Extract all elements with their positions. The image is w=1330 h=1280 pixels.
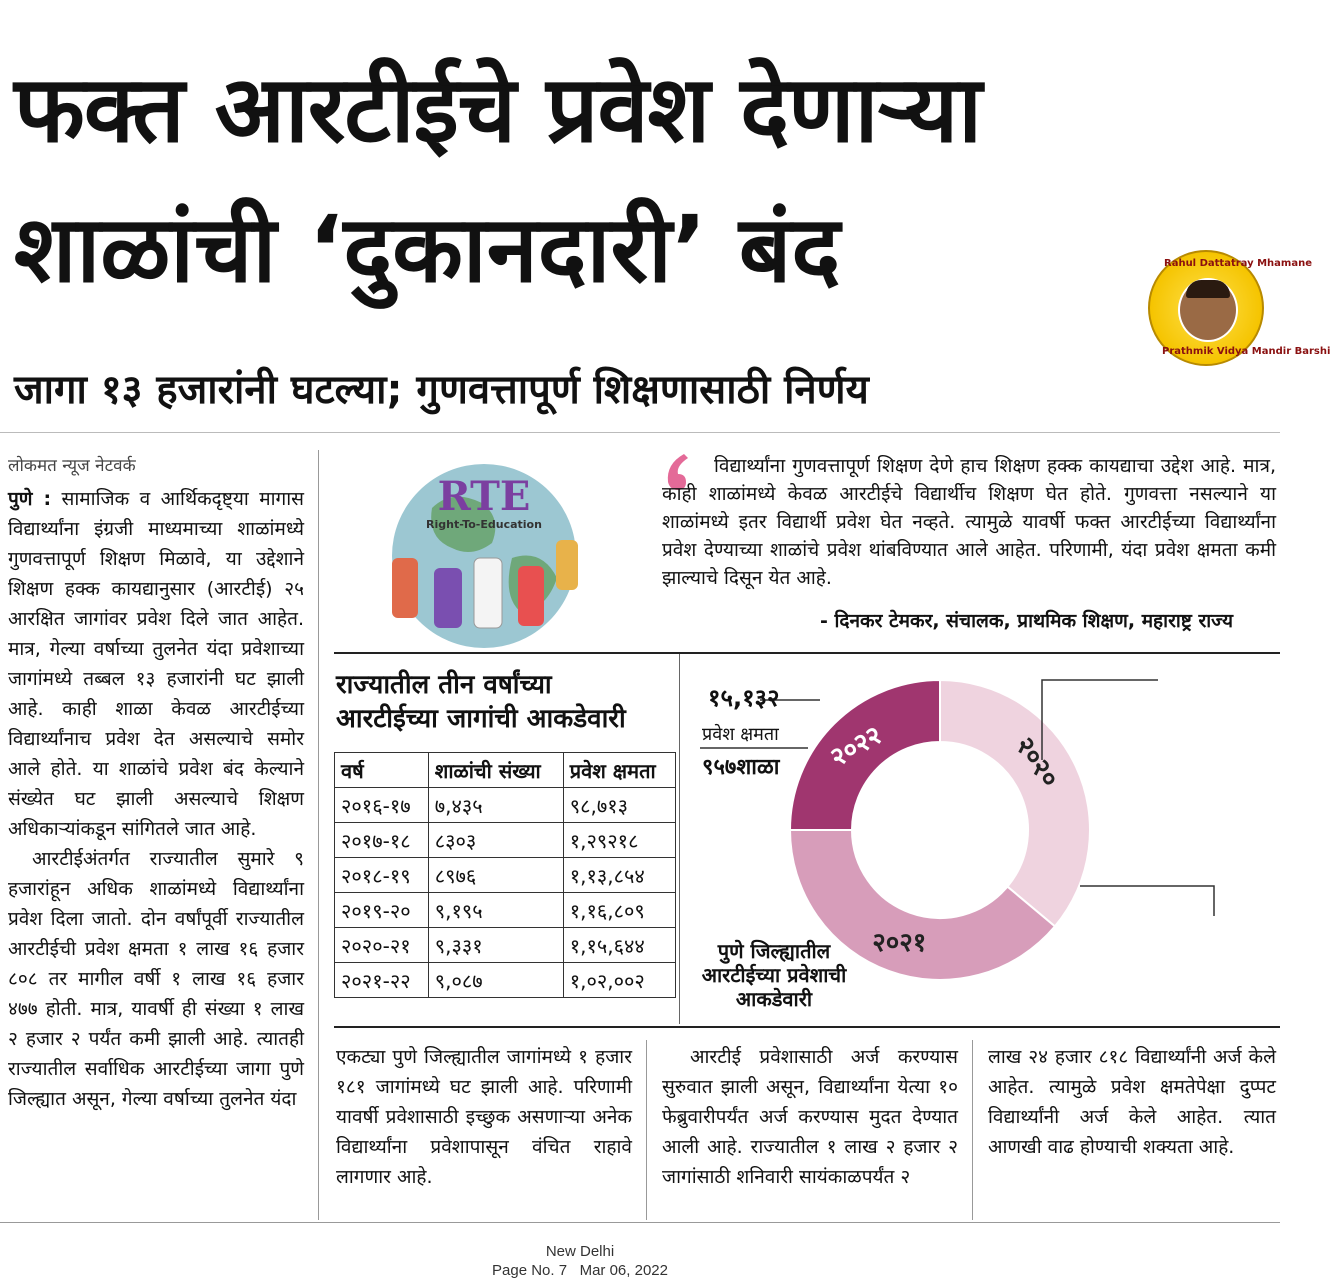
table-cell: ७,४३५ — [428, 788, 563, 823]
dateline: पुणे : — [8, 488, 52, 510]
rte-logo-title: RTE — [437, 473, 531, 520]
table-cell: ८३०३ — [428, 823, 563, 858]
child-figure-1 — [392, 558, 418, 618]
quote-text: विद्यार्थ्यांना गुणवत्तापूर्ण शिक्षण देणे हाच शिक्षण हक्क कायद्याचा उद्देश आहे. मात्र, काही शाळांमध्ये केवळ आरटीईचे विद्यार्थीच शिक्षण घेत होते. गुणवत्ता नसल्याने या शाळांमध्ये इतर विद्यार्थी प्रवेश घेत नव्हते. त्यामुळे यावर्षी फक्त आरटीईच्या विद्यार्थ्यांना प्रवेश देण्याच्या शाळांचे प्रवेश थांबविण्यात आले आहेत. परिणामी, यंदा प्रवेश क्षमता कमी झाल्याचे दिसून येत आहे. — [662, 455, 1276, 589]
top-divider — [0, 432, 1280, 433]
article-column-2: एकट्या पुणे जिल्ह्यातील जागांमध्ये १ हजार १८१ जागांमध्ये घट झाली आहे. परिणामी यावर्षी प्रवेशासाठी इच्छुक असणाऱ्या अनेक विद्यार्थ्यांना प्रवेशापासून वंचित राहावे लागणार आहे. — [336, 1046, 632, 1188]
table-cell: ९८,७१३ — [563, 788, 675, 823]
badge-name: Rahul Dattatray Mhamane — [1164, 258, 1312, 269]
table-header-year: वर्ष — [335, 753, 429, 788]
footer-city: New Delhi — [545, 1243, 615, 1260]
table-title-line2: आरटीईच्या जागांची आकडेवारी — [336, 704, 626, 734]
infobox-bottom-rule — [334, 1026, 1280, 1028]
rte-logo-illustration — [372, 448, 592, 658]
donut-caption-line3: आकडेवारी — [735, 987, 813, 1011]
table-row — [335, 963, 676, 998]
child-figure-4 — [518, 566, 544, 626]
donut-caption-line1: पुणे जिल्ह्यातील — [717, 939, 831, 963]
segment-label-2021: २०२१ — [872, 927, 927, 958]
column-divider — [646, 1040, 647, 1220]
segment-label-2020: २०२० — [1008, 731, 1065, 794]
callout-label: प्रवेश क्षमता — [702, 724, 779, 745]
child-figure-3 — [474, 558, 502, 628]
subheadline: जागा १३ हजारांनी घटल्या; गुणवत्तापूर्ण शिक्षणासाठी निर्णय — [14, 367, 869, 413]
child-figure-5 — [556, 540, 578, 590]
table-header-row — [335, 753, 676, 788]
quote-attribution: - दिनकर टेमकर, संचालक, प्राथमिक शिक्षण, महाराष्ट्र राज्य — [820, 610, 1234, 632]
footer-page: Page No. 7 — [492, 1262, 568, 1279]
table-row — [335, 893, 676, 928]
donut-segments — [790, 680, 1090, 980]
news-credit: लोकमत न्यूज नेटवर्क — [8, 456, 136, 476]
table-title — [336, 668, 626, 736]
author-badge — [1148, 250, 1330, 366]
table-row — [335, 858, 676, 893]
donut-caption-line2: आरटीईच्या प्रवेशाची — [701, 963, 847, 987]
infobox-top-rule — [334, 652, 1280, 654]
table-cell: २०१६-१७ — [335, 788, 429, 823]
table-title-line1: राज्यातील तीन वर्षांच्या — [336, 670, 552, 700]
table-cell: १,०२,००२ — [563, 963, 675, 998]
callout-leader-2021 — [1080, 886, 1214, 916]
column-divider — [972, 1040, 973, 1220]
child-figure-2 — [434, 568, 462, 628]
footer-page-info — [440, 1262, 720, 1279]
article-column-1 — [8, 484, 304, 1114]
callout-schools: ९५७शाळा — [702, 755, 780, 780]
table-row — [335, 928, 676, 963]
headline-line2: शाळांची ‘दुकानदारी’ बंद — [14, 196, 841, 303]
table-cell: ९,०८७ — [428, 963, 563, 998]
col1-para1: सामाजिक व आर्थिकदृष्ट्या मागास विद्यार्थ्यांना इंग्रजी माध्यमाच्या शाळांमध्ये गुणवत्तापूर्ण शिक्षण मिळावे, या उद्देशाने शिक्षण हक्क कायद्यानुसार (आरटीई) २५ आरक्षित जागांवर प्रवेश दिले जात आहेत. मात्र, गेल्या वर्षाच्या तुलनेत यंदा प्रवेशाच्या जागांमध्ये तब्बल १३ हजारांनी घट झाली आहे. काही शाळा केवळ आरटीईच्या विद्यार्थ्यांनाच प्रवेश देत असल्याचे समोर आले होते. या शाळांचे प्रवेश बंद केल्याने संख्येत घट झाली असल्याचे शिक्षण अधिकाऱ्यांकडून सांगितले जात आहे. — [8, 488, 304, 840]
badge-portrait — [1178, 278, 1238, 342]
table-row — [335, 823, 676, 858]
rte-logo-subtitle: Right-To-Education — [426, 518, 542, 531]
table-header-schools: शाळांची संख्या — [428, 753, 563, 788]
table-row — [335, 788, 676, 823]
callout-value: १५,१३२ — [708, 684, 780, 712]
bottom-divider — [0, 1222, 1280, 1223]
table-cell: २०१९-२० — [335, 893, 429, 928]
table-cell: १,१६,८०९ — [563, 893, 675, 928]
table-cell: २०२०-२१ — [335, 928, 429, 963]
footer-date: Mar 06, 2022 — [579, 1262, 668, 1279]
table-header-capacity: प्रवेश क्षमता — [563, 753, 675, 788]
table-cell: १,१५,६४४ — [563, 928, 675, 963]
table-cell: १,१३,८५४ — [563, 858, 675, 893]
article-column-4: लाख २४ हजार ८१८ विद्यार्थ्यांनी अर्ज केले आहेत. त्यामुळे प्रवेश क्षमतेपेक्षा दुप्पट विद्यार्थ्यांनी अर्ज केले आहेत. त्यात आणखी वाढ होण्याची शक्यता आहे. — [988, 1046, 1276, 1158]
headline-line1: फक्त आरटीईचे प्रवेश देणाऱ्या — [14, 56, 982, 163]
table-cell: २०१७-१८ — [335, 823, 429, 858]
rte-seats-table — [334, 752, 676, 998]
table-cell: ८९७६ — [428, 858, 563, 893]
pune-rte-donut — [680, 660, 1280, 1030]
donut-segment-2020 — [940, 680, 1090, 926]
table-cell: १,२९२१८ — [563, 823, 675, 858]
table-cell: ९,१९५ — [428, 893, 563, 928]
badge-school: Prathmik Vidya Mandir Barshi — [1162, 346, 1330, 357]
table-cell: ९,३३१ — [428, 928, 563, 963]
column-divider — [318, 450, 319, 1220]
article-column-3: आरटीई प्रवेशासाठी अर्ज करण्यास सुरुवात झाली असून, विद्यार्थ्यांना येत्या १० फेब्रुवारीपर्यंत अर्ज करण्यास मुदत देण्यात आली आहे. राज्यातील १ लाख २ हजार २ जागांसाठी शनिवारी सायंकाळपर्यंत २ — [662, 1046, 958, 1188]
segment-label-2022: २०२२ — [825, 720, 888, 774]
col1-para2: आरटीईअंतर्गत राज्यातील सुमारे ९ हजारांहून अधिक शाळांमध्ये विद्यार्थ्यांना प्रवेश दिला जातो. दोन वर्षांपूर्वी राज्यातील आरटीईची प्रवेश क्षमता १ लाख १६ हजार ८०८ तर मागील वर्षी १ लाख १६ हजार ४७७ होती. मात्र, यावर्षी ही संख्या १ लाख २ हजार २ पर्यंत कमी झाली आहे. त्यातही राज्यातील सर्वाधिक आरटीईच्या जागा पुणे जिल्ह्यात असून, गेल्या वर्षाच्या तुलनेत यंदा — [8, 848, 304, 1110]
table-cell: २०२१-२२ — [335, 963, 429, 998]
table-cell: २०१८-१९ — [335, 858, 429, 893]
